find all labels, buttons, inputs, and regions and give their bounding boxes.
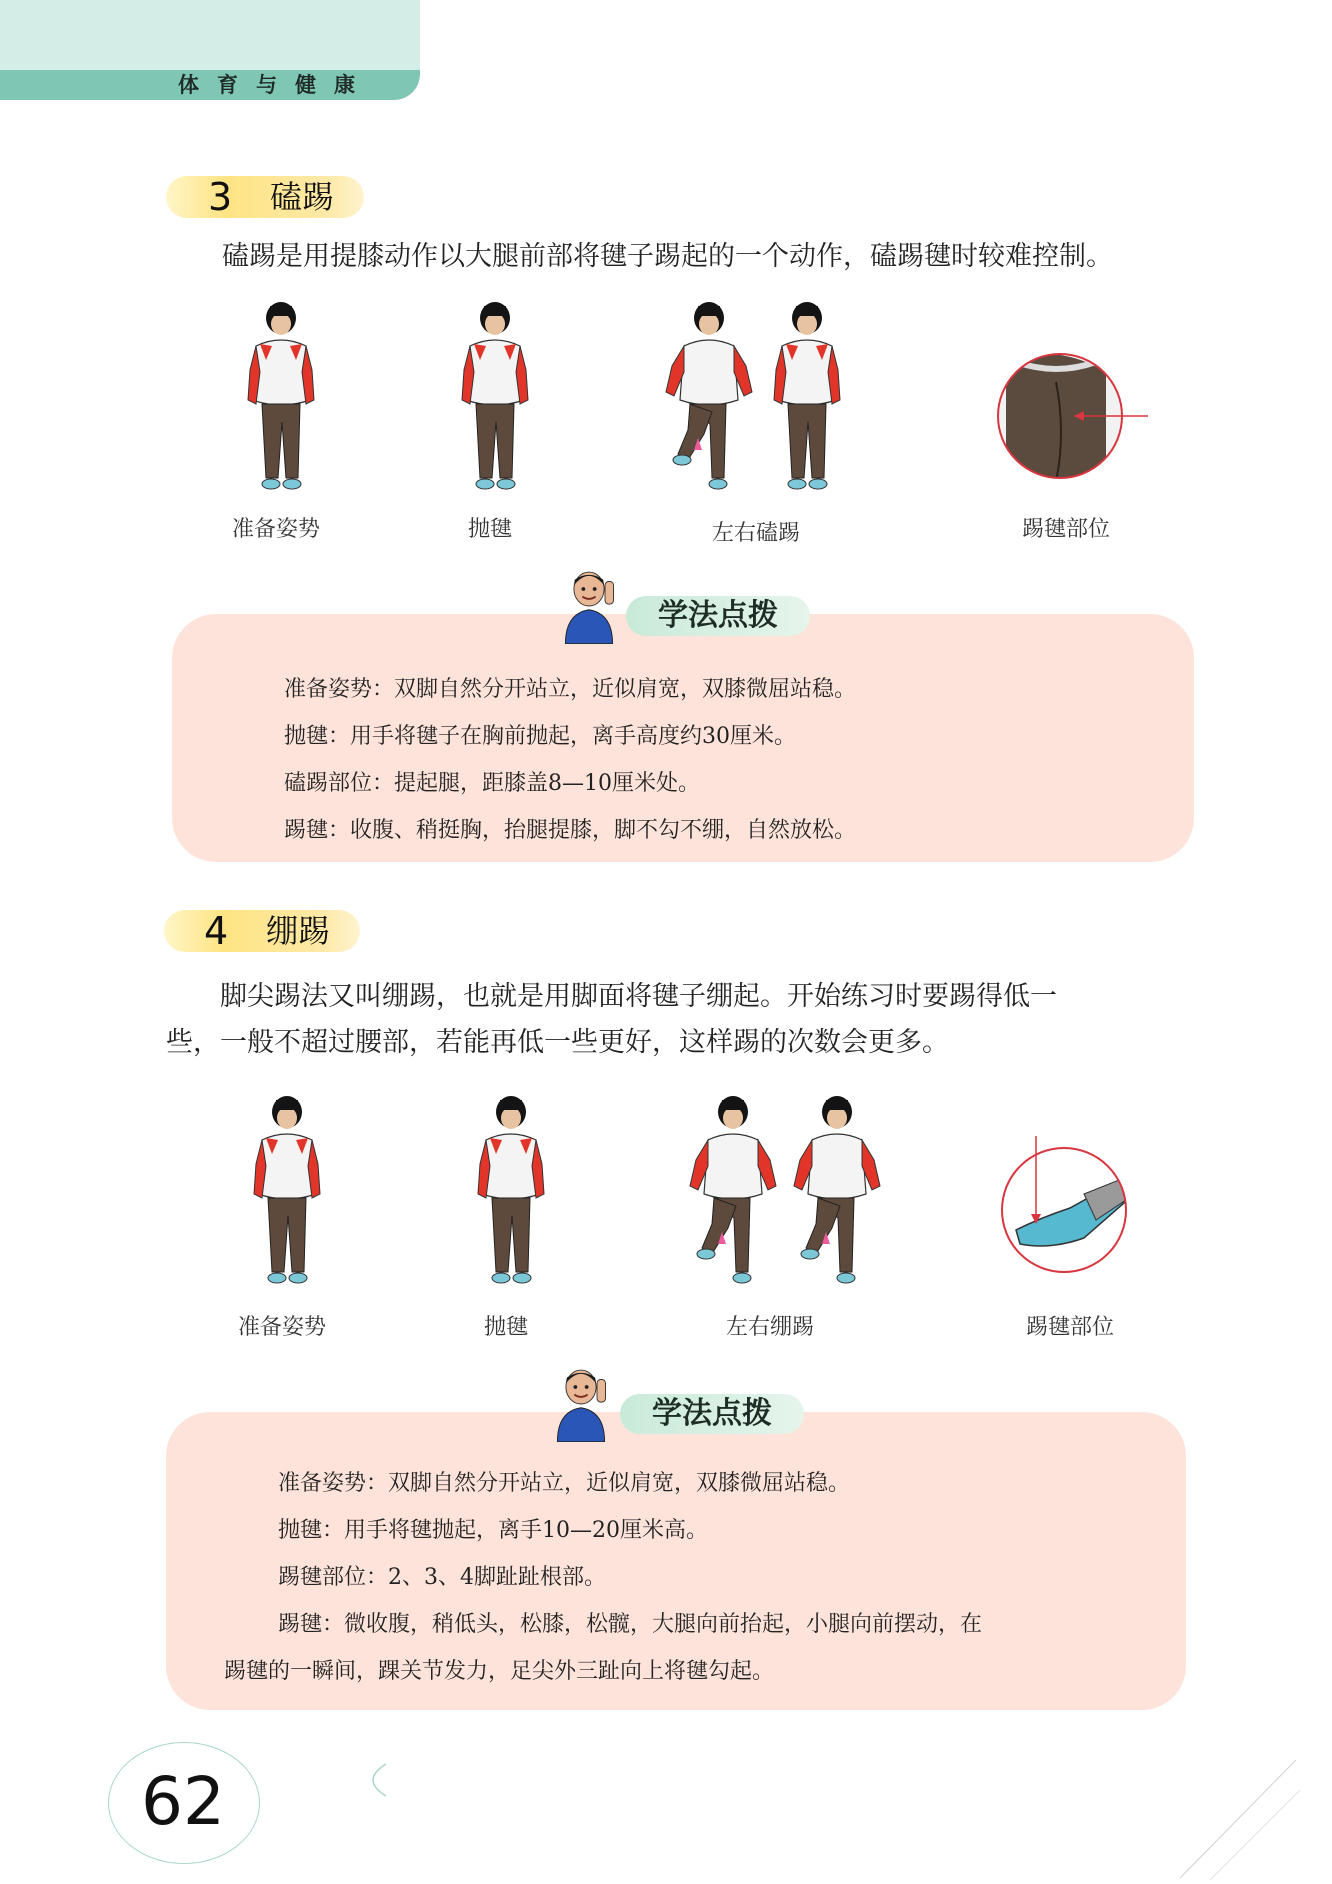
caption-toss: 抛毽 xyxy=(483,1315,528,1340)
girl-toss-illustration xyxy=(440,300,550,500)
tip-line: 抛毽：用手将毽抛起，离手10—20厘米高。 xyxy=(278,1518,708,1543)
caption-kick: 左右绷踢 xyxy=(725,1315,814,1340)
tip-label: 学法点拨 xyxy=(620,1394,804,1434)
section-title: 绷踢 xyxy=(266,912,331,950)
boy-mascot-icon xyxy=(548,1366,614,1442)
body-line: 脚尖踢法又叫绷踢，也就是用脚面将毽子绷起。开始练习时要踢得低一 xyxy=(220,981,1057,1012)
figure-kick-left xyxy=(654,300,764,500)
tip-line: 踢毽：收腹、稍挺胸，抬腿提膝，脚不勾不绷，自然放松。 xyxy=(284,818,857,843)
body-line: 磕踢是用提膝动作以大腿前部将毽子踢起的一个动作，磕踢毽时较难控制。 xyxy=(222,241,1113,272)
caption-kick: 左右磕踢 xyxy=(711,521,800,546)
section-body-3 xyxy=(222,234,1262,280)
caption-toss: 抛毽 xyxy=(467,517,512,542)
figure-toss xyxy=(440,300,550,500)
boy-mascot-icon xyxy=(556,568,622,644)
tip-list-3 xyxy=(284,666,856,854)
section-body-4 xyxy=(166,974,1206,1066)
tip-line: 踢毽部位：2、3、4脚趾趾根部。 xyxy=(278,1565,606,1590)
book-title: 体育与健康 xyxy=(178,73,373,97)
figure-kick-right xyxy=(782,1094,892,1294)
caption-ready-pose: 准备姿势 xyxy=(237,1315,326,1340)
page-number: 62 xyxy=(141,1763,225,1840)
tip-line: 踢毽的一瞬间，踝关节发力，足尖外三趾向上将毽勾起。 xyxy=(224,1659,775,1684)
girl-ready-illustration xyxy=(232,1094,342,1294)
figure-ready-pose xyxy=(226,300,336,500)
section-number: 3 xyxy=(208,175,233,219)
knee-closeup-illustration xyxy=(996,352,1156,482)
foot-closeup-illustration xyxy=(1000,1134,1140,1274)
caption-ready-pose: 准备姿势 xyxy=(231,517,320,542)
figure-kick-area-knee xyxy=(996,352,1156,482)
caption-kick-area: 踢毽部位 xyxy=(1025,1315,1114,1340)
figure-ready-pose xyxy=(232,1094,342,1294)
tip-line: 踢毽：微收腹，稍低头，松膝，松髋，大腿向前抬起，小腿向前摆动，在 xyxy=(278,1612,983,1637)
girl-toss-illustration xyxy=(456,1094,566,1294)
section-heading-3 xyxy=(166,176,364,218)
tip-line: 磕踢部位：提起腿，距膝盖8—10厘米处。 xyxy=(284,771,700,796)
girl-kick-illustration xyxy=(782,1094,892,1294)
figure-kick-left xyxy=(678,1094,788,1294)
section-number: 4 xyxy=(204,909,229,953)
girl-kick-illustration xyxy=(654,300,764,500)
tip-line: 抛毽：用手将毽子在胸前抛起，离手高度约30厘米。 xyxy=(284,724,796,749)
section-heading-4 xyxy=(164,910,360,952)
decorative-arc xyxy=(356,1760,396,1800)
figure-toss xyxy=(456,1094,566,1294)
girl-walk-illustration xyxy=(752,300,862,500)
girl-kick-illustration xyxy=(678,1094,788,1294)
figure-kick-area-foot xyxy=(1000,1134,1140,1274)
tip-line: 准备姿势：双脚自然分开站立，近似肩宽，双膝微屈站稳。 xyxy=(278,1471,851,1496)
tip-label: 学法点拨 xyxy=(626,596,810,636)
tip-line: 准备姿势：双脚自然分开站立，近似肩宽，双膝微屈站稳。 xyxy=(284,677,857,702)
tip-list-4 xyxy=(224,1460,982,1695)
girl-ready-illustration xyxy=(226,300,336,500)
decorative-lines xyxy=(1180,1750,1300,1880)
figure-kick-right xyxy=(752,300,862,500)
section-title: 磕踢 xyxy=(270,178,335,216)
body-line: 些，一般不超过腰部，若能再低一些更好，这样踢的次数会更多。 xyxy=(166,1027,949,1058)
caption-kick-area: 踢毽部位 xyxy=(1021,517,1110,542)
